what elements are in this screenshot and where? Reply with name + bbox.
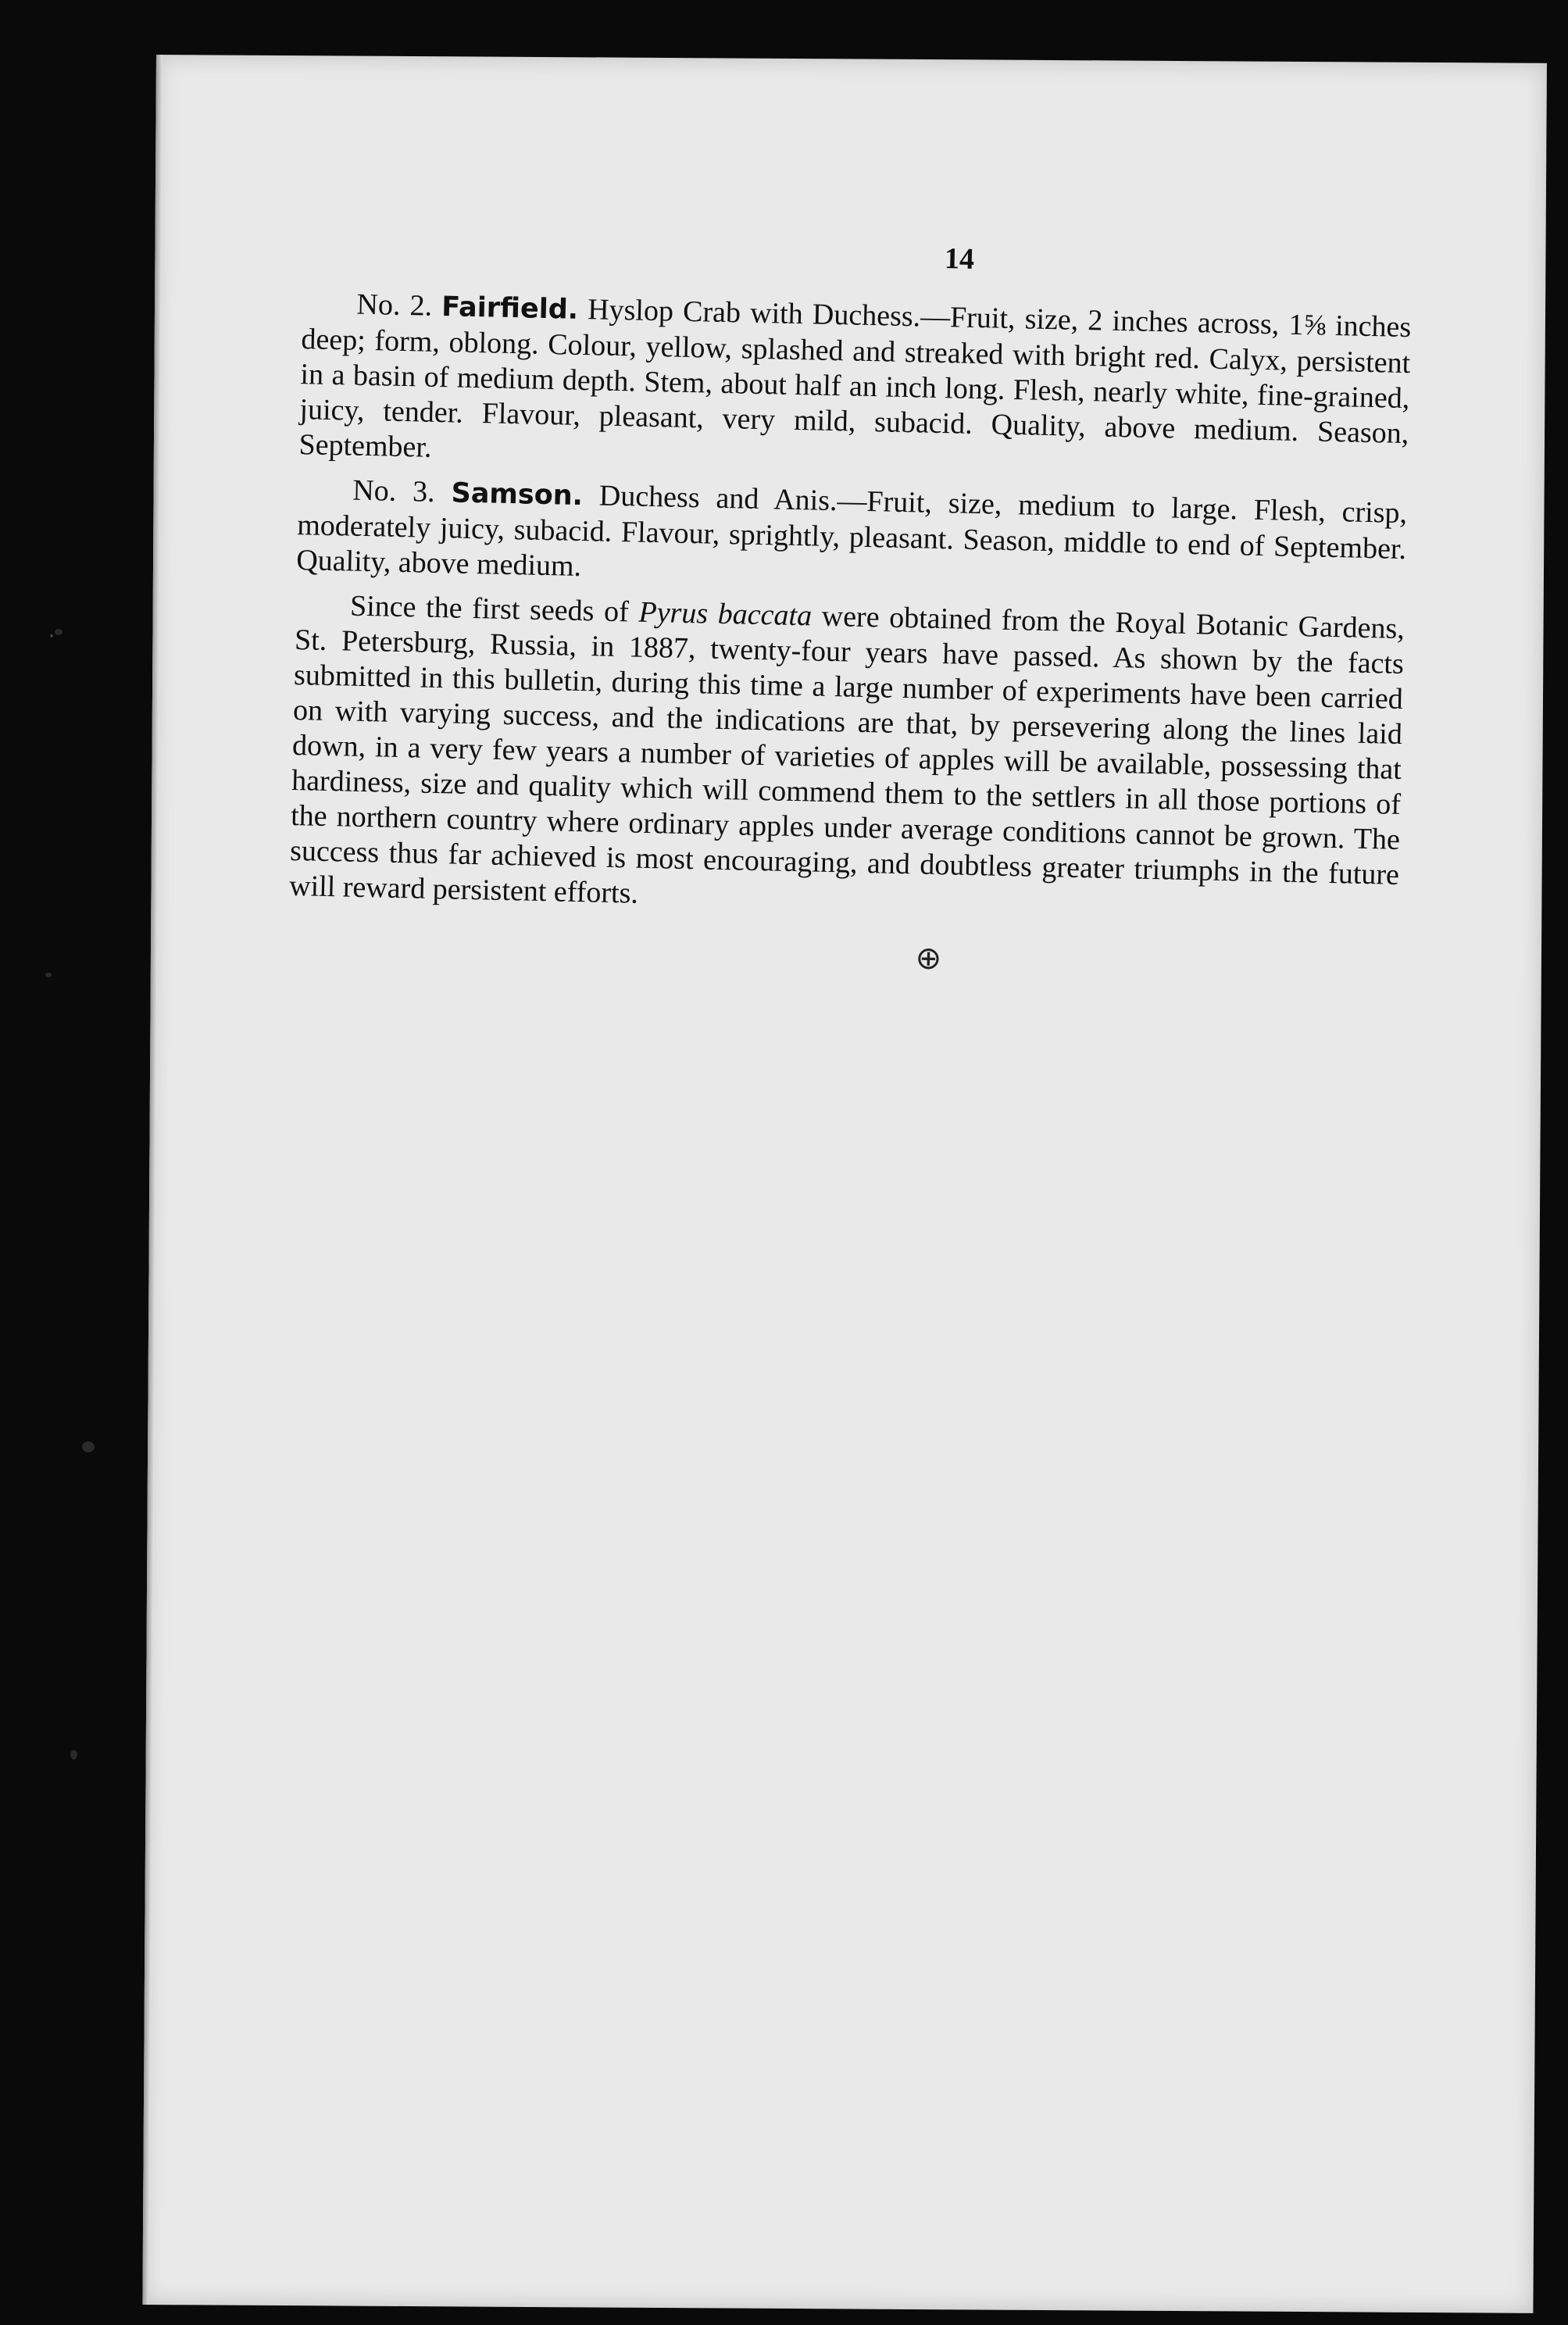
closing-paragraph xyxy=(289,588,1405,928)
entry-fairfield xyxy=(298,286,1412,487)
margin-speck xyxy=(45,973,52,977)
margin-speck: · xyxy=(48,625,55,648)
page-content xyxy=(288,227,1413,987)
margin-speck xyxy=(70,1750,77,1759)
variety-parentage: Duchess and Anis. xyxy=(598,479,838,518)
margin-speck xyxy=(82,1441,95,1452)
variety-description: —Fruit, size, 2 inches across, 1⅝ inches deep; form, oblong. Colour, yellow, splashed and streaked with bright red. Calyx, persistent in a basin of medium depth. Stem, about half an inch long. Flesh, nearly white, fine-grained, juicy, tender. Flavour, pleasant, very mild, subacid. Quality, above medium. Season, September. xyxy=(298,300,1412,464)
variety-name: Fairfield. xyxy=(441,291,579,326)
closing-text-start: Since the first seeds of xyxy=(349,589,639,629)
document-page xyxy=(142,55,1547,2313)
margin-speck xyxy=(55,629,63,635)
variety-parentage: Hyslop Crab with Duchess. xyxy=(587,293,921,334)
end-mark-icon: ⊕ xyxy=(915,940,942,977)
closing-text-rest: were obtained from the Royal Botanic Gardens, St. Petersburg, Russia, in 1887, twenty-four years have passed. As shown by the facts submitted in this bulletin, during this time a large number of experiments have been carried on with varying success, and the indications are that, by persevering along the lines laid down, in a very few years a number of varieties of apples will be available, possessing that hardiness, size and quality which will commend them to the settlers in all those portions of the northern country where ordinary apples under average conditions cannot be grown. The success thus far achieved is most encouraging, and doubtless greater triumphs in the future will reward persistent efforts. xyxy=(288,599,1405,910)
page-number: 14 xyxy=(944,242,975,276)
variety-description: —Fruit, size, medium to large. Flesh, crisp, moderately juicy, subacid. Flavour, sprightly, pleasant. Season, middle to end of September. Quality, above medium. xyxy=(295,484,1408,584)
entry-samson xyxy=(296,472,1408,602)
entry-number: No. 3. xyxy=(352,473,436,509)
species-name: Pyrus baccata xyxy=(638,595,813,633)
entry-number: No. 2. xyxy=(356,288,433,323)
variety-name: Samson. xyxy=(451,477,584,512)
